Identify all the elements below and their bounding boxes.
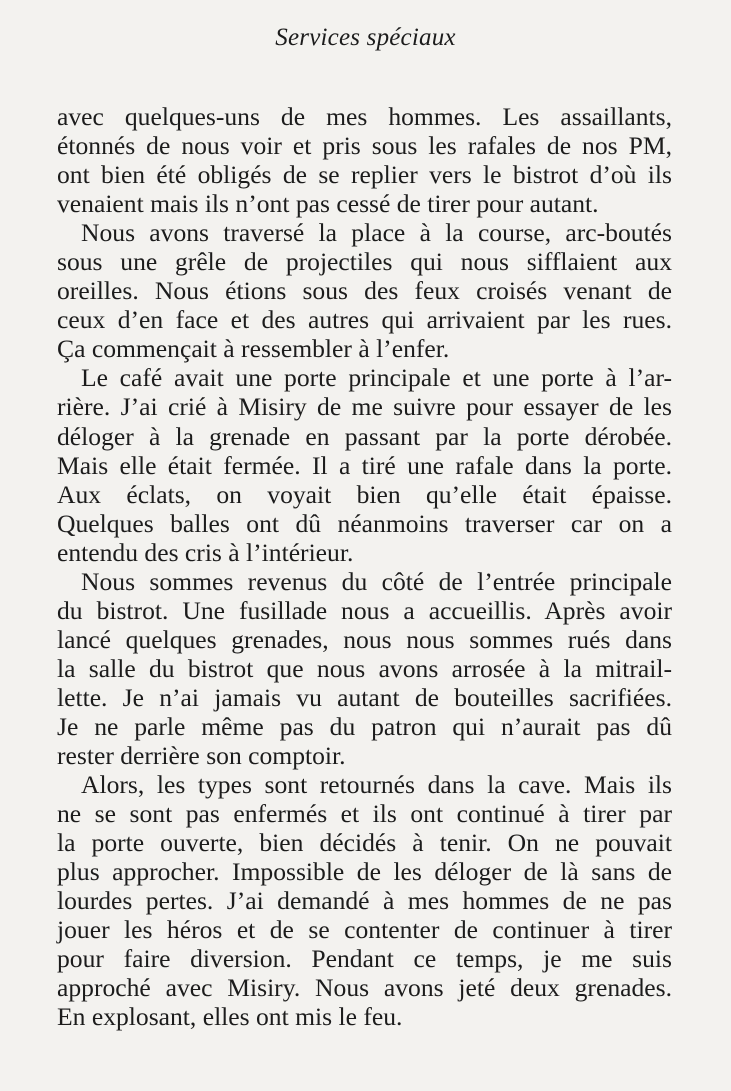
text-line: Ça commençait à ressembler à l’enfer. (57, 334, 450, 364)
text-line: plus approcher. Impossible de les déloger de là sans de (57, 857, 672, 887)
text-line: Le café avait une porte principale et une porte à l’ar- (81, 363, 672, 393)
text-line: approché avec Misiry. Nous avons jeté deux grenades. (57, 973, 672, 1003)
text-line: ne se sont pas enfermés et ils ont continué à tirer par (57, 799, 672, 829)
text-line: étonnés de nous voir et pris sous les rafales de nos PM, (57, 131, 672, 161)
text-line: déloger à la grenade en passant par la porte dérobée. (57, 421, 672, 451)
text-line: lourdes pertes. J’ai demandé à mes hommes de ne pas (57, 886, 672, 916)
text-line: sous une grêle de projectiles qui nous sifflaient aux (57, 247, 672, 277)
text-line: Alors, les types sont retournés dans la cave. Mais ils (81, 770, 672, 800)
text-line: jouer les héros et de se contenter de continuer à tirer (57, 915, 672, 945)
text-line: Nous sommes revenus du côté de l’entrée principale (81, 566, 672, 596)
body-text (57, 102, 672, 1032)
text-line: avec quelques-uns de mes hommes. Les assaillants, (57, 102, 672, 131)
text-line: la salle du bistrot que nous avons arrosée à la mitrail- (57, 653, 672, 683)
text-line: du bistrot. Une fusillade nous a accueillis. Après avoir (57, 595, 672, 625)
running-title: Services spéciaux (275, 24, 456, 51)
text-line: ceux d’en face et des autres qui arrivaient par les rues. (57, 305, 672, 335)
text-line: En explosant, elles ont mis le feu. (57, 1002, 403, 1032)
text-line: rière. J’ai crié à Misiry de me suivre pour essayer de les (57, 392, 672, 422)
text-line: lancé quelques grenades, nous nous sommes rués dans (57, 624, 672, 654)
text-line: lette. Je n’ai jamais vu autant de bouteilles sacrifiées. (57, 682, 672, 712)
text-line: ont bien été obligés de se replier vers le bistrot d’où ils (57, 160, 672, 190)
text-line: venaient mais ils n’ont pas cessé de tirer pour autant. (57, 189, 599, 219)
text-line: Quelques balles ont dû néanmoins traverser car on a (57, 508, 672, 538)
text-line: entendu des cris à l’intérieur. (57, 537, 354, 567)
text-line: oreilles. Nous étions sous des feux croisés venant de (57, 276, 672, 306)
text-line: Mais elle était fermée. Il a tiré une rafale dans la porte. (57, 450, 672, 480)
text-line: Nous avons traversé la place à la course, arc-boutés (81, 218, 672, 248)
text-line: Je ne parle même pas du patron qui n’aurait pas dû (57, 711, 672, 741)
text-line: pour faire diversion. Pendant ce temps, je me suis (57, 944, 672, 974)
text-line: la porte ouverte, bien décidés à tenir. On ne pouvait (57, 828, 672, 858)
text-line: Aux éclats, on voyait bien qu’elle était épaisse. (57, 479, 672, 509)
text-line: rester derrière son comptoir. (57, 741, 346, 771)
